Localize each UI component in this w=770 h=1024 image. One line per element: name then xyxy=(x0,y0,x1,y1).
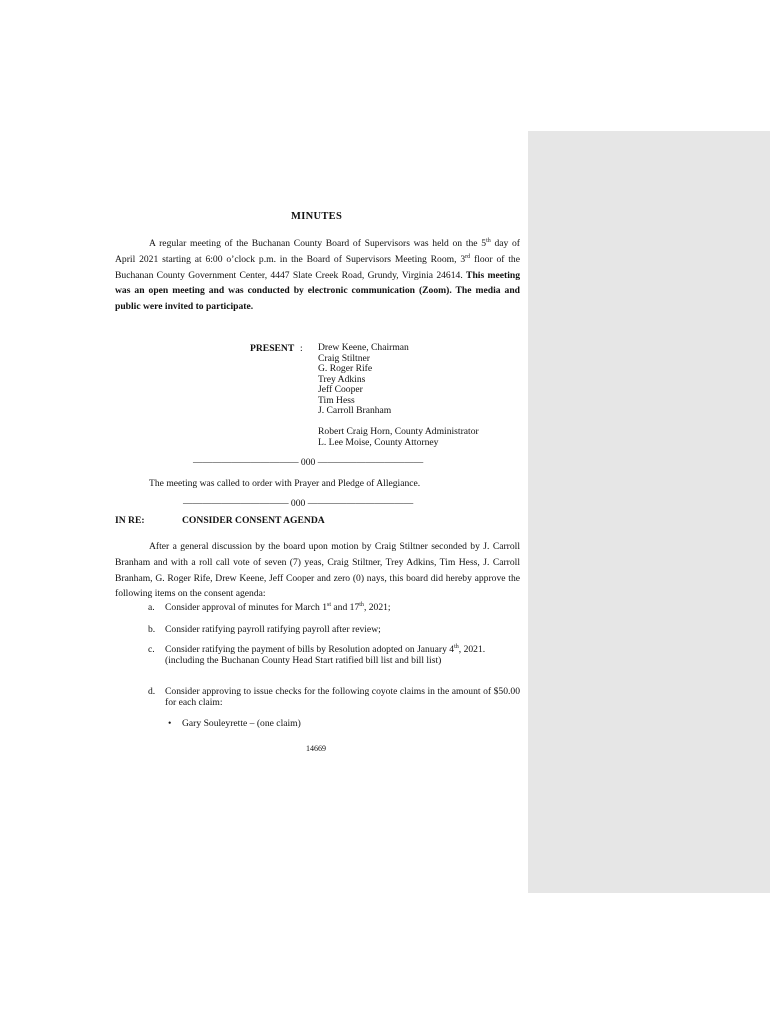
in-re-label: IN RE: xyxy=(115,515,145,526)
present-members-list xyxy=(318,343,409,417)
motion-paragraph: After a general discussion by the board upon motion by Craig Stiltner seconded by J. Carroll Branham and with a roll call vote of seven (7) yeas, Craig Stiltner, Trey Adkins, Tim Hess, J. Carroll Branham, G. Roger Rife, Drew Keene, Jeff Cooper and zero (0) nays, this board did hereby approve the following items on the consent agenda: xyxy=(115,541,520,600)
document-title: MINUTES xyxy=(291,211,343,222)
item-text: , 2021; xyxy=(363,602,391,613)
present-staff-list xyxy=(318,427,479,448)
open-meeting-statement: This meeting was an open meeting and was conducted by electronic communication (Zoom). The media and public were invited to participate. xyxy=(115,269,520,313)
agenda-item-d xyxy=(148,687,520,708)
bullet-icon: • xyxy=(168,718,172,729)
agenda-item-a xyxy=(148,603,520,614)
section-heading: CONSIDER CONSENT AGENDA xyxy=(182,515,325,526)
intro-sup: th xyxy=(486,237,491,244)
section-separator: ——————————— 000 ——————————— xyxy=(193,457,424,468)
item-note: (including the Buchanan County Head Start ratified bill list and bill list) xyxy=(165,654,442,666)
item-label: c. xyxy=(148,644,155,655)
member-name: Tim Hess xyxy=(318,394,355,406)
item-text: , 2021. xyxy=(458,644,486,655)
intro-text: A regular meeting of the Buchanan County Board of Supervisors was held on the 5 xyxy=(149,238,487,249)
claim-entry: Gary Souleyrette – (one claim) xyxy=(182,718,301,729)
agenda-item-b xyxy=(148,625,520,636)
agenda-item-c xyxy=(148,645,520,666)
comment-pane xyxy=(528,131,770,893)
item-label: b. xyxy=(148,624,156,635)
member-name: Trey Adkins xyxy=(318,373,366,385)
item-text: Consider approving to issue checks for the following coyote claims in the amount of $50.00 for each claim: xyxy=(165,686,520,708)
present-label: PRESENT xyxy=(250,343,295,354)
item-text: Consider ratifying the payment of bills by Resolution adopted on January 4 xyxy=(165,644,455,655)
item-sup: th xyxy=(359,601,364,608)
item-text: Consider ratifying payroll ratifying payroll after review; xyxy=(165,624,381,635)
member-name: Jeff Cooper xyxy=(318,384,363,395)
member-name: Craig Stiltner xyxy=(318,352,370,364)
call-to-order-text: The meeting was called to order with Prayer and Pledge of Allegiance. xyxy=(149,478,421,489)
staff-name: Robert Craig Horn, County Administrator xyxy=(318,426,479,437)
member-name: G. Roger Rife xyxy=(318,363,373,374)
item-sup: th xyxy=(454,643,459,650)
intro-mid-text: day of April 2021 starting at 6:00 o’clock p.m. in the Board of Supervisors Meeting Room, 3 xyxy=(115,238,521,265)
member-name: Drew Keene, Chairman xyxy=(318,342,409,353)
item-text: and 17 xyxy=(331,602,360,613)
item-label: d. xyxy=(148,686,156,697)
item-text: Consider approval of minutes for March 1 xyxy=(165,602,327,613)
member-name: J. Carroll Branham xyxy=(318,405,392,416)
meeting-intro-paragraph xyxy=(115,236,520,315)
present-colon: : xyxy=(300,343,303,354)
intro-rest-text: floor of the Buchanan County Government Center, 4447 Slate Creek Road, Grundy, Virginia 24614. xyxy=(115,253,520,281)
item-sup: st xyxy=(327,601,332,608)
page-number: 14669 xyxy=(306,744,326,753)
item-label: a. xyxy=(148,602,155,613)
mid-sup: rd xyxy=(465,253,471,260)
section-separator: ——————————— 000 ——————————— xyxy=(183,498,414,509)
staff-name: L. Lee Moise, County Attorney xyxy=(318,436,439,448)
